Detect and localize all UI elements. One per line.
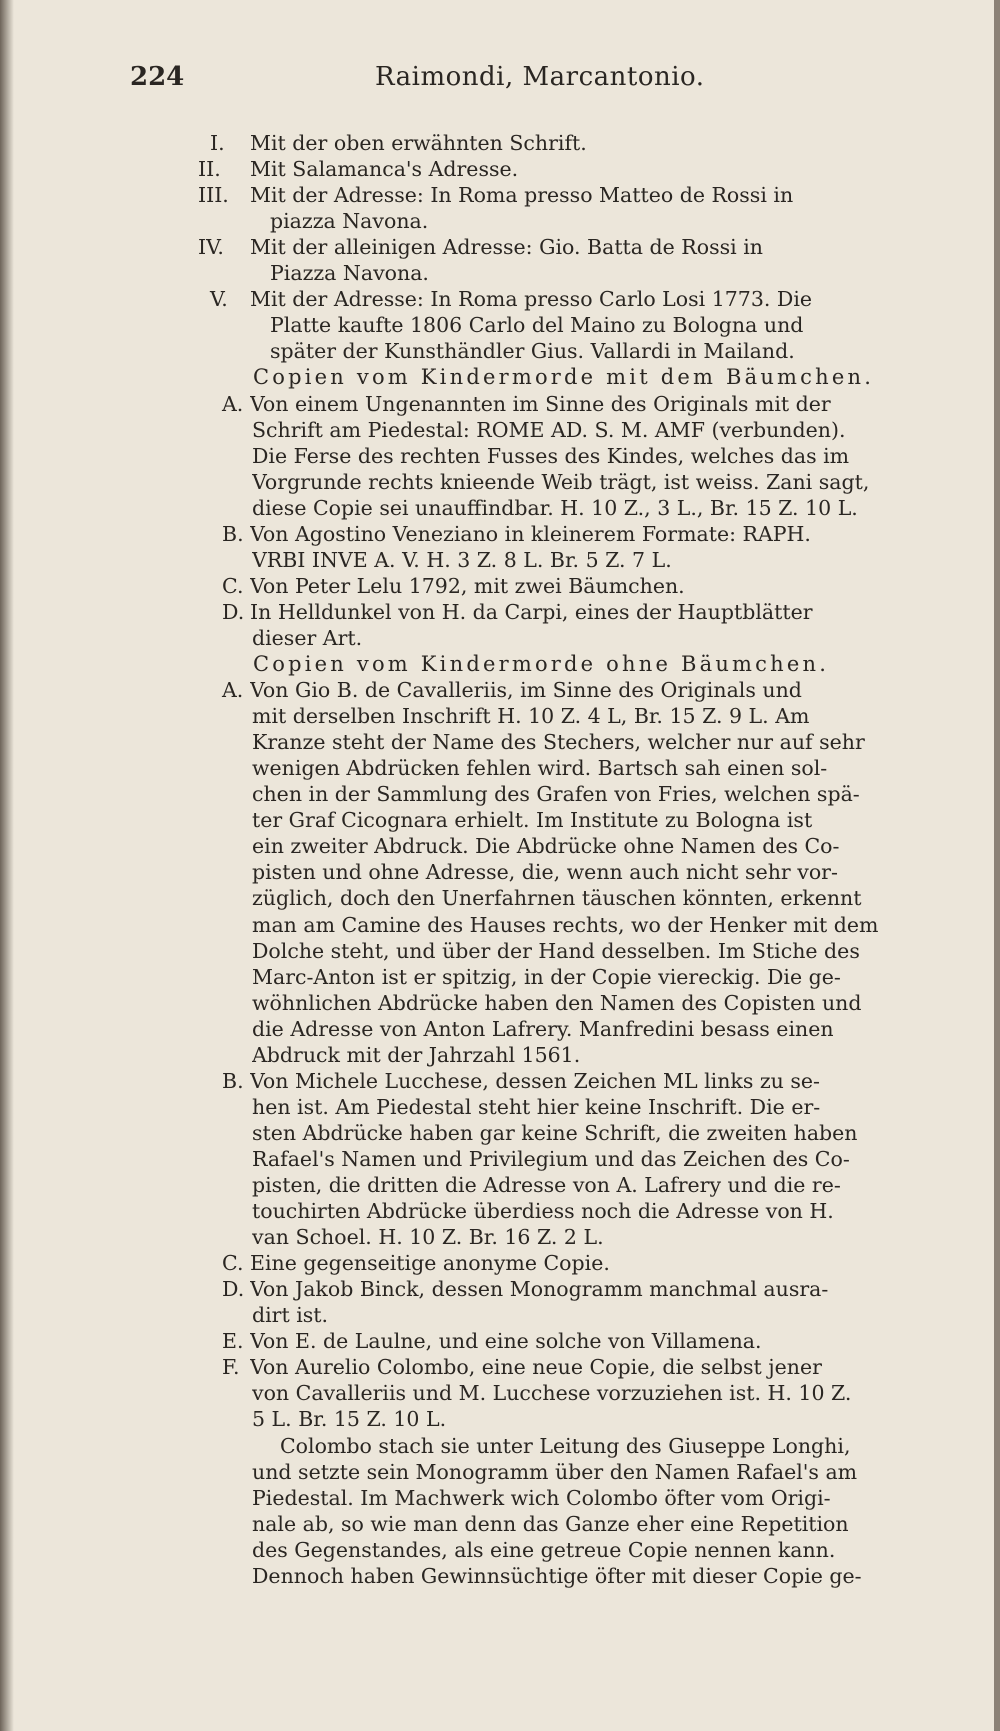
entry-label: E. <box>222 1329 244 1353</box>
line-text: Piedestal. Im Machwerk wich Colombo öfter vom Origi- <box>252 1486 831 1510</box>
line-text: VRBI INVE A. V. H. 3 Z. 8 L. Br. 5 Z. 7 L. <box>252 548 672 572</box>
line-text: Mit der alleinigen Adresse: Gio. Batta de Rossi in <box>250 235 763 259</box>
text-line <box>0 883 1000 913</box>
line-text: die Adresse von Anton Lafrery. Manfredini besass einen <box>252 1017 834 1041</box>
line-text: Schrift am Piedestal: ROME AD. S. M. AMF (verbunden). <box>252 418 846 442</box>
line-text: diese Copie sei unauffindbar. H. 10 Z., 3 L., Br. 15 Z. 10 L. <box>252 496 858 520</box>
line-text: In Helldunkel von H. da Carpi, eines der Hauptblätter <box>250 600 813 624</box>
line-text: Von Jakob Binck, dessen Monogramm manchmal ausra- <box>250 1277 829 1301</box>
entry-label: A. <box>222 392 244 416</box>
section-heading-text: Copien vom Kindermorde ohne Bäumchen. <box>253 652 830 676</box>
line-text: Von Agostino Veneziano in kleinerem Formate: RAPH. <box>250 522 811 546</box>
line-text: Piazza Navona. <box>270 261 429 285</box>
line-text: wenigen Abdrücken fehlen wird. Bartsch sah einen sol- <box>252 756 828 780</box>
line-text: züglich, doch den Unerfahrnen täuschen könnten, erkennt <box>252 886 862 910</box>
line-text: Colombo stach sie unter Leitung des Giuseppe Longhi, <box>280 1434 851 1458</box>
text-line <box>0 1561 1000 1591</box>
line-text: 5 L. Br. 15 Z. 10 L. <box>252 1407 447 1431</box>
line-text: dirt ist. <box>252 1303 329 1327</box>
line-text: später der Kunsthändler Gius. Vallardi in Mailand. <box>270 339 795 363</box>
line-text: pisten und ohne Adresse, die, wenn auch nicht sehr vor- <box>252 860 838 884</box>
line-text: van Schoel. H. 10 Z. Br. 16 Z. 2 L. <box>252 1225 604 1249</box>
entry-label: IV. <box>198 235 224 259</box>
entry-label: B. <box>222 1069 244 1093</box>
line-text: wöhnlichen Abdrücke haben den Namen des Copisten und <box>252 991 862 1015</box>
line-text: Von Gio B. de Cavalleriis, im Sinne des Originals und <box>250 678 802 702</box>
page-header <box>130 62 960 102</box>
entry-label: C. <box>222 1251 244 1275</box>
entry-label: I. <box>210 131 225 155</box>
line-text: pisten, die dritten die Adresse von A. Lafrery und die re- <box>252 1173 841 1197</box>
entry-label: B. <box>222 522 244 546</box>
line-text: Mit der oben erwähnten Schrift. <box>250 131 587 155</box>
line-text: Dolche steht, und über der Hand desselben. Im Stiche des <box>252 939 860 963</box>
line-text: Von Peter Lelu 1792, mit zwei Bäumchen. <box>250 574 685 598</box>
line-text: Kranze steht der Name des Stechers, welcher nur auf sehr <box>252 730 865 754</box>
line-text: Von Aurelio Colombo, eine neue Copie, die selbst jener <box>250 1355 822 1379</box>
line-text: Von einem Ungenannten im Sinne des Originals mit der <box>250 392 831 416</box>
line-text: Von Michele Lucchese, dessen Zeichen ML links zu se- <box>250 1069 820 1093</box>
line-text: Mit der Adresse: In Roma presso Carlo Losi 1773. Die <box>250 287 813 311</box>
entry-label: D. <box>222 600 245 624</box>
line-text: Die Ferse des rechten Fusses des Kindes, welches das im <box>252 444 850 468</box>
line-text: man am Camine des Hauses rechts, wo der Henker mit dem <box>252 913 879 937</box>
running-title: Raimondi, Marcantonio. <box>375 62 705 92</box>
line-text: mit derselben Inschrift H. 10 Z. 4 L, Br. 15 Z. 9 L. Am <box>252 704 810 728</box>
line-text: Dennoch haben Gewinnsüchtige öfter mit dieser Copie ge- <box>252 1564 862 1588</box>
line-text: ter Graf Cicognara erhielt. Im Institute zu Bologna ist <box>252 808 813 832</box>
line-text: von Cavalleriis und M. Lucchese vorzuziehen ist. H. 10 Z. <box>252 1381 852 1405</box>
line-text: Vorgrunde rechts knieende Weib trägt, ist weiss. Zani sagt, <box>252 470 870 494</box>
line-text: touchirten Abdrücke überdiess noch die Adresse von H. <box>252 1199 834 1223</box>
line-text: Platte kaufte 1806 Carlo del Maino zu Bologna und <box>270 313 804 337</box>
line-text: des Gegenstandes, als eine getreue Copie nennen kann. <box>252 1538 836 1562</box>
line-text: hen ist. Am Piedestal steht hier keine Inschrift. Die er- <box>252 1095 821 1119</box>
line-text: piazza Navona. <box>270 209 429 233</box>
line-text: Eine gegenseitige anonyme Copie. <box>250 1251 610 1275</box>
text-line <box>0 1404 1000 1434</box>
line-text: Abdruck mit der Jahrzahl 1561. <box>252 1043 581 1067</box>
line-text: sten Abdrücke haben gar keine Schrift, die zweiten haben <box>252 1121 858 1145</box>
entry-label: A. <box>222 678 244 702</box>
entry-label: D. <box>222 1277 245 1301</box>
line-text: nale ab, so wie man denn das Ganze eher eine Repetition <box>252 1512 849 1536</box>
line-text: dieser Art. <box>252 626 363 650</box>
line-text: Mit der Adresse: In Roma presso Matteo de Rossi in <box>250 183 794 207</box>
entry-label: III. <box>198 183 229 207</box>
line-text: Mit Salamanca's Adresse. <box>250 157 519 181</box>
entry-label: V. <box>210 287 228 311</box>
page-number: 224 <box>130 62 185 92</box>
line-text: Von E. de Laulne, und eine solche von Villamena. <box>250 1329 762 1353</box>
section-heading-text: Copien vom Kindermorde mit dem Bäumchen. <box>253 365 875 389</box>
line-text: chen in der Sammlung des Grafen von Fries, welchen spä- <box>252 782 860 806</box>
entry-label: F. <box>222 1355 240 1379</box>
entry-label: II. <box>198 157 221 181</box>
line-text: Marc-Anton ist er spitzig, in der Copie viereckig. Die ge- <box>252 965 841 989</box>
line-text: ein zweiter Abdruck. Die Abdrücke ohne Namen des Co- <box>252 834 840 858</box>
line-text: Rafael's Namen und Privilegium und das Zeichen des Co- <box>252 1147 850 1171</box>
line-text: und setzte sein Monogramm über den Namen Rafael's am <box>252 1460 858 1484</box>
entry-label: C. <box>222 574 244 598</box>
